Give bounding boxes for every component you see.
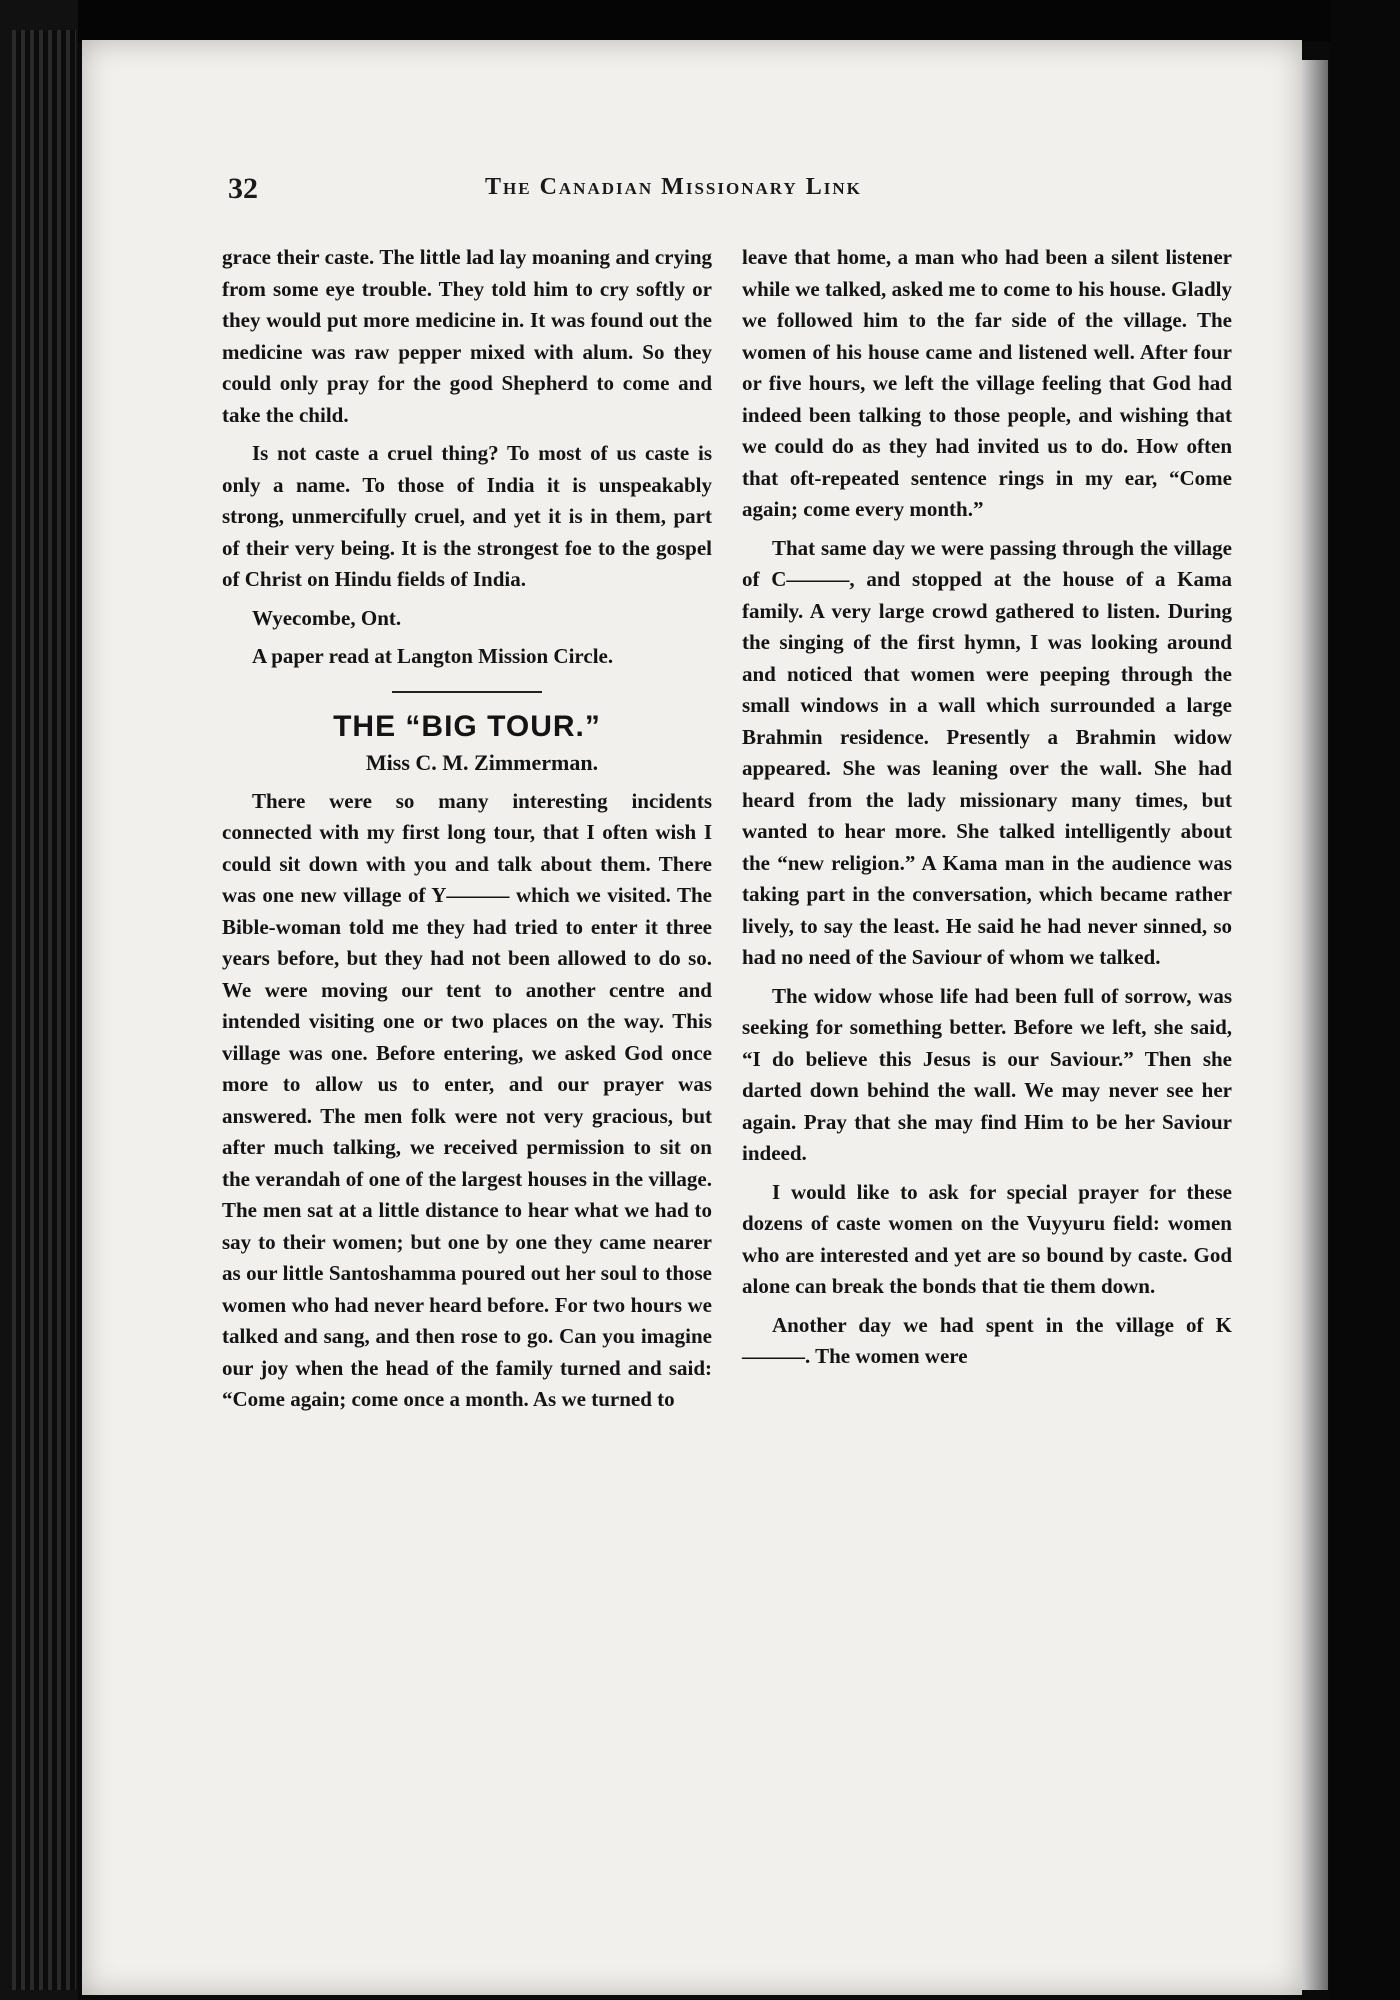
right-column <box>742 242 1232 1380</box>
section-divider <box>392 691 542 693</box>
signoff-note: A paper read at Langton Mission Circle. <box>252 644 614 668</box>
paragraph: There were so many interesting incidents connected with my first long tour, that I often wish I could sit down with you and talk about them. There was one new village of Y——— which we visited. The Bible-woman told me they had tried to enter it three years before, but they had not been allowed to do so. We were moving our tent to another centre and intended visiting one or two places on the way. This village was one. Before entering, we asked God once more to allow us to enter, and our prayer was answered. The men folk were not very gracious, but after much talking, we received permission to sit on the verandah of one of the largest houses in the village. The men sat at a little distance to hear what we had to say to their women; but one by one they came nearer as our little Santoshamma poured out her soul to those women who had never heard before. For two hours we talked and sang, and then rose to go. Can you imagine our joy when the head of the family turned and said: “Come again; come once a month. As we turned to <box>222 788 712 1411</box>
left-column <box>222 242 712 1423</box>
paragraph: leave that home, a man who had been a silent listener while we talked, asked me to come to his house. Gladly we followed him to the far side of the village. The women of his house came and listened well. After four or five hours, we left the village feeling that God had indeed been talking to those people, and wishing that we could do as they had invited us to do. How often that oft-repeated sentence rings in my ear, “Come again; come every month.” <box>742 245 1232 521</box>
paragraph: The widow whose life had been full of sorrow, was seeking for something better. Before we left, she said, “I do believe this Jesus is our Saviour.” Then she darted down behind the wall. We may never see her again. Pray that she may find Him to be her Saviour indeed. <box>742 983 1232 1165</box>
scan-right-border <box>1330 0 1400 2000</box>
scan-top-border <box>0 0 1400 42</box>
paragraph: That same day we were passing through the village of C———, and stopped at the house of a Kama family. A very large crowd gathered to listen. During the singing of the first hymn, I was looking around and noticed that women were peeping through the small windows in a wall which surrounded a large Brahmin residence. Presently a Brahmin widow appeared. She was leaning over the wall. She had heard from the lady missionary many times, but wanted to hear more. She talked intelligently about the “new religion.” A Kama man in the audience was taking part in the conversation, which became rather lively, to say the least. He said he had never sinned, so had no need of the Saviour of whom we talked. <box>742 535 1232 969</box>
paragraph: Is not caste a cruel thing? To most of us caste is only a name. To those of India it is unspeakably strong, unmercifully cruel, and yet it is in them, part of their very being. It is the strongest foe to the gospel of Christ on Hindu fields of India. <box>222 441 712 591</box>
article-title: THE “BIG TOUR.” <box>333 709 601 743</box>
paragraph: grace their caste. The little lad lay moaning and crying from some eye trouble. They told him to cry softly or they would put more medicine in. It was found out the medicine was raw pepper mixed with alum. So they could only pray for the good Shepherd to come and take the child. <box>222 245 712 427</box>
running-header <box>145 172 1145 212</box>
paragraph: I would like to ask for special prayer for these dozens of caste women on the Vuyyuru field: women who are interested and yet are so bound by caste. God alone can break the bonds that tie them down. <box>742 1179 1232 1298</box>
journal-title: The Canadian Missionary Link <box>485 174 862 200</box>
paragraph: Another day we had spent in the village of K———. The women were <box>742 1312 1232 1368</box>
book-spine-edge <box>12 30 76 1990</box>
signoff-place: Wyecombe, Ont. <box>252 605 402 630</box>
article-byline: Miss C. M. Zimmerman. <box>365 749 599 775</box>
page-number: 32 <box>228 172 258 205</box>
page-edge <box>1302 60 1328 1990</box>
